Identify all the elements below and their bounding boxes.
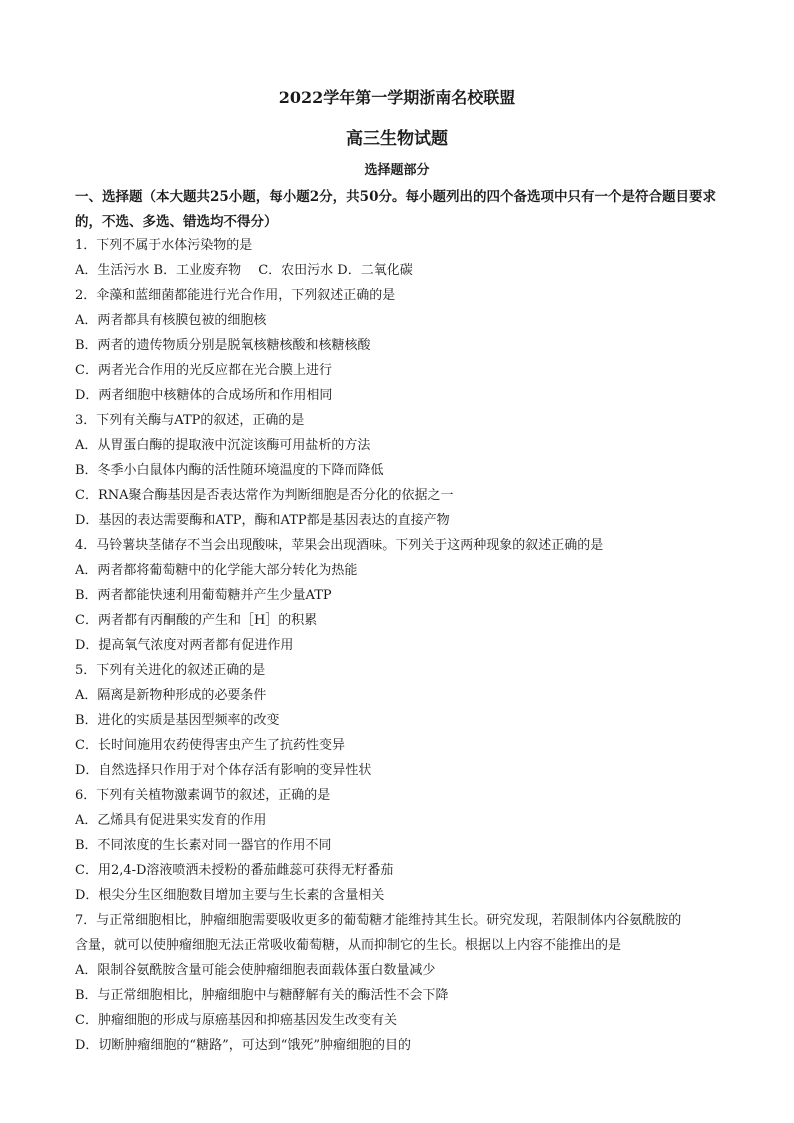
- question-2-option-d: D．两者细胞中核糖体的合成场所和作用相同: [75, 388, 333, 403]
- question-2-stem: 2．伞藻和蓝细菌都能进行光合作用，下列叙述正确的是: [75, 288, 396, 303]
- question-5-stem: 5．下列有关进化的叙述正确的是: [75, 663, 266, 678]
- question-2-option-b: B．两者的遗传物质分别是脱氧核糖核酸和核糖核酸: [75, 338, 371, 353]
- question-3-option-b: B．冬季小白鼠体内酶的活性随环境温度的下降而降低: [75, 463, 384, 478]
- question-3-option-c: C．RNA聚合酶基因是否表达常作为判断细胞是否分化的依据之一: [75, 488, 454, 503]
- question-4-option-a: A．两者都将葡萄糖中的化学能大部分转化为热能: [75, 563, 358, 578]
- question-6-option-a: A．乙烯具有促进果实发育的作用: [75, 813, 267, 828]
- question-2-option-a: A．两者都具有核膜包被的细胞核: [75, 313, 267, 328]
- question-7-option-c: C．肿瘤细胞的形成与原癌基因和抑癌基因发生改变有关: [75, 1013, 397, 1028]
- question-7-stem-line-2: 含量，就可以使肿瘤细胞无法正常吸收葡萄糖，从而抑制它的生长。根据以上内容不能推出的是: [75, 938, 622, 953]
- question-1-stem: 1．下列不属于水体污染物的是: [75, 238, 253, 253]
- question-6-option-c: C．用2,4-D溶液喷洒未授粉的番茄雌蕊可获得无籽番茄: [75, 863, 394, 878]
- question-4-stem: 4．马铃薯块茎储存不当会出现酸味，苹果会出现酒味。下列关于这两种现象的叙述正确的是: [75, 538, 604, 553]
- question-7-option-b: B．与正常细胞相比，肿瘤细胞中与糖酵解有关的酶活性不会下降: [75, 988, 449, 1003]
- question-3-option-a: A．从胃蛋白酶的提取液中沉淀该酶可用盐析的方法: [75, 438, 371, 453]
- question-4-option-c: C．两者都有丙酮酸的产生和［H］的积累: [75, 613, 318, 628]
- question-4-option-d: D．提高氧气浓度对两者都有促进作用: [75, 638, 294, 653]
- question-7-option-d: D．切断肿瘤细胞的“糖路”，可达到“饿死”肿瘤细胞的目的: [75, 1038, 412, 1053]
- part-label: 选择题部分: [364, 163, 430, 178]
- section-heading: 一、选择题（本大题共25小题，每小题2分，共50分。每小题列出的四个备选项中只有一个是符合题目要求的，不选、多选、错选均不得分）: [75, 189, 716, 230]
- question-5-option-c: C．长时间施用农药使得害虫产生了抗药性变异: [75, 738, 345, 753]
- exam-subtitle: 高三生物试题: [346, 129, 448, 149]
- question-3-option-d: D．基因的表达需要酶和ATP，酶和ATP都是基因表达的直接产物: [75, 513, 450, 528]
- question-6-option-d: D．根尖分生区细胞数目增加主要与生长素的含量相关: [75, 888, 385, 903]
- question-7-stem-line-1: 7．与正常细胞相比，肿瘤细胞需要吸收更多的葡萄糖才能维持其生长。研究发现，若限制体内谷氨酰胺的: [75, 913, 682, 928]
- question-5-option-d: D．自然选择只作用于对个体存活有影响的变异性状: [75, 763, 372, 778]
- question-7-option-a: A．限制谷氨酰胺含量可能会使肿瘤细胞表面载体蛋白数量减少: [75, 963, 436, 978]
- question-5-option-a: A．隔离是新物种形成的必要条件: [75, 688, 267, 703]
- question-4-option-b: B．两者都能快速利用葡萄糖并产生少量ATP: [75, 588, 332, 603]
- question-3-stem: 3．下列有关酶与ATP的叙述，正确的是: [75, 413, 305, 428]
- question-6-option-b: B．不同浓度的生长素对同一器官的作用不同: [75, 838, 332, 853]
- question-6-stem: 6．下列有关植物激素调节的叙述，正确的是: [75, 788, 331, 803]
- exam-title: 2022学年第一学期浙南名校联盟: [278, 88, 516, 107]
- question-2-option-c: C．两者光合作用的光反应都在光合膜上进行: [75, 363, 332, 378]
- question-1-options: A．生活污水 B．工业废弃物 C．农田污水 D．二氧化碳: [75, 263, 413, 278]
- question-5-option-b: B．进化的实质是基因型频率的改变: [75, 713, 280, 728]
